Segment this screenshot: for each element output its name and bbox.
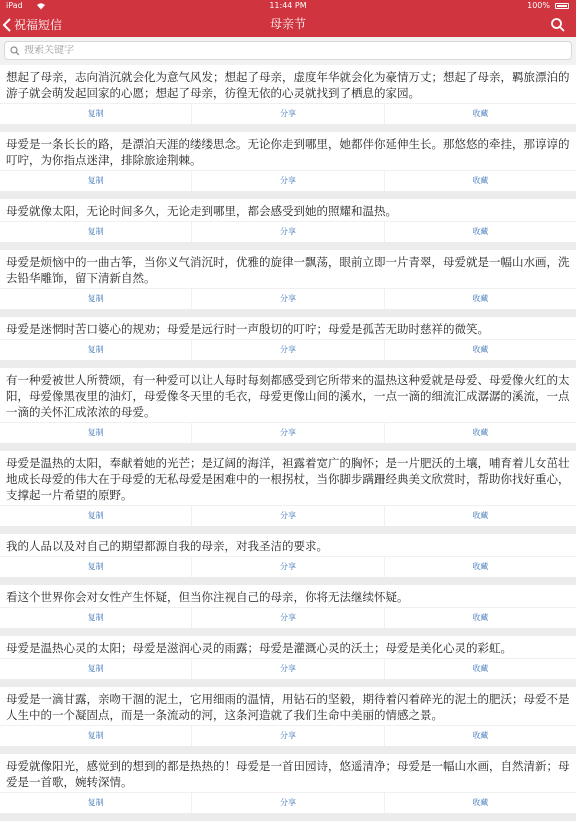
copy-button[interactable]: 复制 [87,345,104,354]
copy-button[interactable]: 复制 [87,428,104,437]
message-actions [0,339,576,360]
favorite-button[interactable]: 收藏 [384,793,576,813]
message-card [0,250,576,309]
search-box[interactable] [4,41,572,60]
message-card [0,687,576,746]
message-card [0,65,576,124]
message-text: 母爱是迷惘时苦口婆心的规劝；母爱是远行时一声殷切的叮咛；母爱是孤苦无助时慈祥的微笑。 [6,322,489,336]
favorite-button[interactable]: 收藏 [384,557,576,577]
copy-button[interactable]: 复制 [87,176,104,185]
message-actions [0,607,576,628]
message-card [0,132,576,191]
message-card [0,451,576,526]
copy-button[interactable]: 复制 [87,227,104,236]
nav-bar [0,12,576,37]
page-title: 母亲节 [269,17,306,31]
favorite-button[interactable]: 收藏 [384,608,576,628]
message-actions [0,725,576,746]
battery-percent: 100% [527,1,550,10]
search-field-icon [10,46,20,56]
message-text: 有一种爱被世人所赞颂，有一种爱可以让人每时每刻都感受到它所带来的温热这种爱就是母爱、母爱像火红的太阳，母爱像黑夜里的油灯，母爱像冬天里的毛衣，母爱更像山间的溪水，一点一滴的细流汇成潺潺的溪流，一点一滴的关怀汇成浓浓的母爱。 [6,373,570,419]
copy-button[interactable]: 复制 [87,613,104,622]
message-card [0,199,576,242]
share-button[interactable]: 分享 [191,506,383,526]
favorite-button[interactable]: 收藏 [384,423,576,443]
favorite-button[interactable]: 收藏 [384,659,576,679]
message-text: 母爱是烦恼中的一曲古筝，当你义气消沉时，优雅的旋律一飘荡，眼前立即一片青翠，母爱就是一幅山水画，洗去铅华雕饰，留下清新自然。 [6,255,570,285]
message-actions [0,556,576,577]
status-bar [0,0,576,12]
copy-button[interactable]: 复制 [87,664,104,673]
favorite-button[interactable]: 收藏 [384,726,576,746]
share-button[interactable]: 分享 [191,171,383,191]
message-card [0,368,576,443]
share-button[interactable]: 分享 [191,659,383,679]
share-button[interactable]: 分享 [191,557,383,577]
copy-button[interactable]: 复制 [87,731,104,740]
message-actions [0,288,576,309]
share-button[interactable]: 分享 [191,423,383,443]
message-list [0,65,576,821]
copy-button[interactable]: 复制 [87,109,104,118]
message-actions [0,505,576,526]
favorite-button[interactable]: 收藏 [384,222,576,242]
message-card [0,585,576,628]
share-button[interactable]: 分享 [191,726,383,746]
search-icon[interactable] [550,17,566,33]
message-text: 看这个世界你会对女性产生怀疑，但当你注视自己的母亲，你将无法继续怀疑。 [6,590,409,604]
message-actions [0,422,576,443]
share-button[interactable]: 分享 [191,340,383,360]
message-actions [0,792,576,813]
carrier-label: iPad [6,1,23,10]
chevron-left-icon [2,18,12,32]
share-button[interactable]: 分享 [191,793,383,813]
favorite-button[interactable]: 收藏 [384,506,576,526]
back-button[interactable] [2,12,62,37]
share-button[interactable]: 分享 [191,608,383,628]
battery-icon [555,3,569,9]
favorite-button[interactable]: 收藏 [384,104,576,124]
favorite-button[interactable]: 收藏 [384,171,576,191]
top-bar [0,0,576,37]
search-input[interactable] [24,45,544,56]
copy-button[interactable]: 复制 [87,798,104,807]
message-text: 母爱是一滴甘露，亲吻干涸的泥土，它用细雨的温情，用钻石的坚毅，期待着闪着碎光的泥土的肥沃；母爱不是人生中的一个凝固点，而是一条流动的河，这条河造就了我们生命中美丽的情感之景。 [6,692,570,722]
message-text: 母爱是一条长长的路，是漂泊天涯的缕缕思念。无论你走到哪里，她都伴你延伸生长。那悠悠的牵挂，那谆谆的叮咛，为你指点迷津，排除旅途荆棘。 [6,137,570,167]
message-actions [0,658,576,679]
message-text: 母爱是温热的太阳，奉献着她的光芒；是辽阔的海洋，袒露着宽广的胸怀；是一片肥沃的土壤，哺育着儿女茁壮地成长母爱的伟大在于母爱的无私母爱是困难中的一根拐杖，当你脚步蹒跚经典美文欣赏时，帮助你找好重心，支撑起一片希望的原野。 [6,456,570,502]
message-card [0,636,576,679]
back-label: 祝福短信 [14,18,63,32]
copy-button[interactable]: 复制 [87,562,104,571]
message-text: 母爱就像太阳，无论时间多久，无论走到哪里，都会感受到她的照耀和温热。 [6,204,397,218]
message-text: 母爱是温热心灵的太阳；母爱是滋润心灵的雨露；母爱是灌溉心灵的沃土；母爱是美化心灵的彩虹。 [6,641,512,655]
message-card [0,534,576,577]
share-button[interactable]: 分享 [191,104,383,124]
share-button[interactable]: 分享 [191,289,383,309]
copy-button[interactable]: 复制 [87,511,104,520]
search-bar [0,37,576,65]
message-card [0,754,576,813]
message-text: 母爱就像阳光，感觉到的想到的都是热热的！母爱是一首田园诗，悠遥清净；母爱是一幅山水画，自然清新；母爱是一首歌，婉转深情。 [6,759,570,789]
favorite-button[interactable]: 收藏 [384,289,576,309]
share-button[interactable]: 分享 [191,222,383,242]
message-actions [0,170,576,191]
message-actions [0,221,576,242]
message-text: 想起了母亲，志向消沉就会化为意气风发；想起了母亲，虚度年华就会化为豪情万丈；想起了母亲，羁旅漂泊的游子就会萌发起回家的心愿；想起了母亲，彷徨无依的心灵就找到了栖息的家园。 [6,70,570,100]
message-text: 我的人品以及对自己的期望都源自我的母亲，对我圣洁的要求。 [6,539,328,553]
favorite-button[interactable]: 收藏 [384,340,576,360]
status-time: 11:44 PM [269,1,307,10]
copy-button[interactable]: 复制 [87,294,104,303]
message-card [0,317,576,360]
message-actions [0,103,576,124]
